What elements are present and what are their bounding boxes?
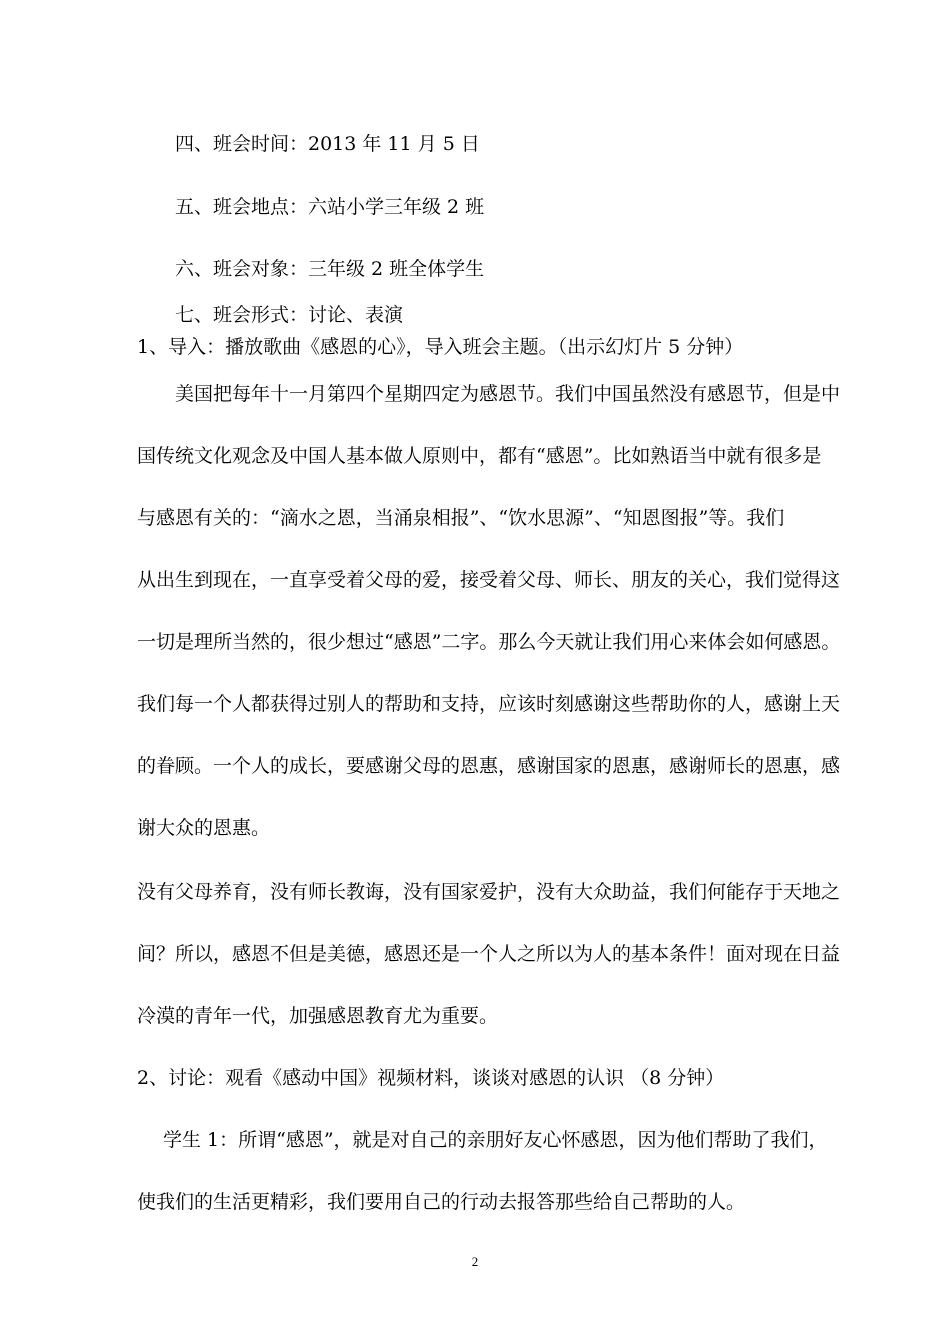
para1-line: 我们每一个人都获得过别人的帮助和支持，应该时刻感谢这些帮助你的人，感谢上天 (137, 693, 841, 715)
student1-line: 使我们的生活更精彩，我们要用自己的行动去报答那些给自己帮助的人。 (137, 1191, 746, 1213)
page-number: 2 (471, 1254, 479, 1269)
para1-line: 的眷顾。一个人的成长，要感谢父母的恩惠，感谢国家的恩惠，感谢师长的恩惠，感 (137, 755, 841, 777)
para1-line: 与感恩有关的：“滴水之恩，当涌泉相报”、“饮水思源”、“知恩图报”等。我们 (137, 507, 785, 529)
student1-line: 学生 1：所谓“感恩”，就是对自己的亲朋好友心怀感恩，因为他们帮助了我们， (163, 1129, 828, 1151)
section-item-time: 四、班会时间：2013 年 11 月 5 日 (175, 133, 480, 155)
para1-line: 美国把每年十一月第四个星期四定为感恩节。我们中国虽然没有感恩节，但是中 (175, 383, 841, 405)
para2-line: 间？所以，感恩不但是美德，感恩还是一个人之所以为人的基本条件！面对现在日益 (137, 943, 841, 965)
section-item-format: 七、班会形式：讨论、表演 (175, 304, 404, 326)
section-item-location: 五、班会地点：六站小学三年级 2 班 (175, 196, 485, 218)
section-item-audience: 六、班会对象：三年级 2 班全体学生 (175, 258, 485, 280)
para2-line: 冷漠的青年一代，加强感恩教育尤为重要。 (137, 1005, 499, 1027)
para2-line: 没有父母养育，没有师长教诲，没有国家爱护，没有大众助益，我们何能存于天地之 (137, 881, 841, 903)
para1-line: 一切是理所当然的，很少想过“感恩”二字。那么今天就让我们用心来体会如何感恩。 (137, 631, 841, 653)
para1-line: 谢大众的恩惠。 (137, 817, 271, 839)
para1-line: 从出生到现在，一直享受着父母的爱，接受着父母、师长、朋友的关心，我们觉得这 (137, 569, 841, 591)
para1-line: 国传统文化观念及中国人基本做人原则中，都有“感恩”。比如熟语当中就有很多是 (137, 445, 822, 467)
step2-heading: 2、讨论：观看《感动中国》视频材料，谈谈对感恩的认识 （8 分钟） (137, 1067, 725, 1089)
step1-heading: 1、导入：播放歌曲《感恩的心》，导入班会主题。（出示幻灯片 5 分钟） (137, 336, 744, 358)
